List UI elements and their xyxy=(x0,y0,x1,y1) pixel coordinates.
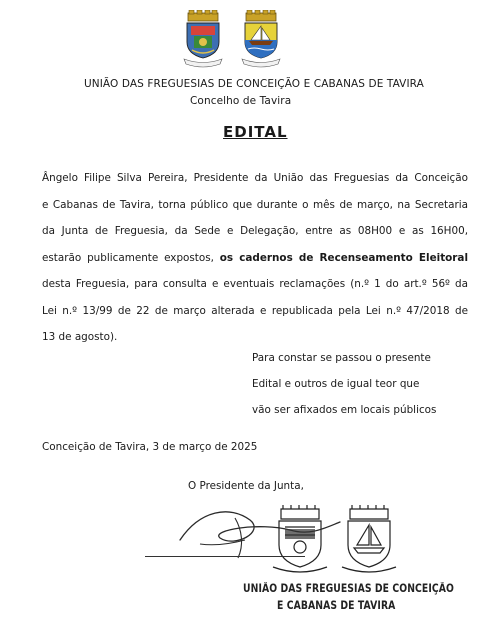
stamp-line-2: E CABANAS DE TAVIRA xyxy=(277,599,396,612)
body-line: Lei n.º 13/99 de 22 de março alterada e republicada pela Lei n.º 47/2018 de xyxy=(42,304,468,317)
document-title: EDITAL xyxy=(223,123,288,141)
note-line: Edital e outros de igual teor que xyxy=(252,378,420,390)
crest-cabanas-logo xyxy=(239,10,283,68)
signature-role: O Presidente da Junta, xyxy=(188,480,304,492)
body-line-highlight xyxy=(42,245,468,272)
stamp-crest-conceicao-logo xyxy=(271,505,329,579)
crest-conceicao-logo xyxy=(182,10,224,68)
body-line: 13 de agosto). xyxy=(42,331,118,343)
note-line: Para constar se passou o presente xyxy=(252,352,431,364)
electoral-register-emphasis: os cadernos de Recenseamento Eleitoral xyxy=(219,251,468,264)
body-line: desta Freguesia, para consulta e eventuais reclamações (n.º 1 do art.º 56º da xyxy=(42,278,468,290)
stamp-crest-cabanas-logo xyxy=(340,505,398,579)
body-paragraph xyxy=(42,165,468,351)
stamp-line-1: UNIÃO DAS FREGUESIAS DE CONCEIÇÃO xyxy=(243,582,454,595)
place-date: Conceição de Tavira, 3 de março de 2025 xyxy=(42,441,258,453)
note-line: vão ser afixados em locais públicos xyxy=(252,404,437,416)
body-line-prefix: estarão publicamente expostos, xyxy=(42,251,220,264)
body-line: da Junta de Freguesia, da Sede e Delegação, entre as 08H00 e as 16H00, xyxy=(42,225,468,237)
municipality-subheader: Concelho de Tavira xyxy=(190,95,292,107)
org-name-header: UNIÃO DAS FREGUESIAS DE CONCEIÇÃO E CABANAS DE TAVIRA xyxy=(84,78,424,90)
body-line: Ângelo Filipe Silva Pereira, Presidente da União das Freguesias da Conceição xyxy=(42,172,468,184)
body-line: e Cabanas de Tavira, torna público que durante o mês de março, na Secretaria xyxy=(42,198,468,211)
closing-note xyxy=(252,345,436,423)
